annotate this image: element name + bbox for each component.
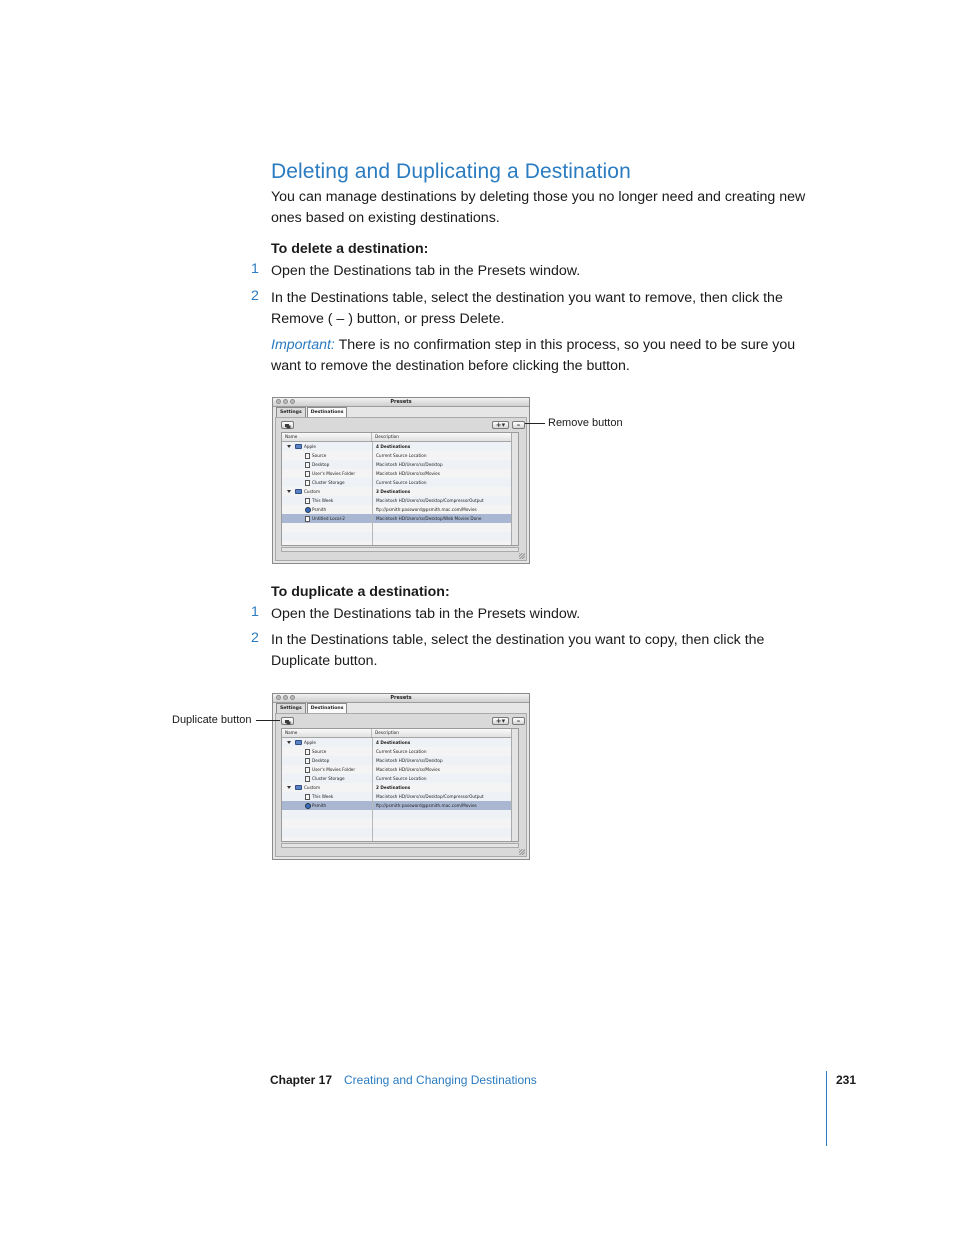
name-cell — [282, 774, 373, 783]
destination-description: Current Source Location — [376, 480, 427, 485]
disclosure-triangle-icon[interactable] — [287, 445, 291, 448]
vertical-scrollbar[interactable] — [511, 729, 518, 841]
window-titlebar — [273, 398, 529, 407]
disclosure-triangle-icon[interactable] — [287, 490, 291, 493]
description-cell — [373, 478, 518, 487]
document-icon — [305, 758, 310, 764]
destination-description: ftp://psmith:password@psmith.mac.com/Movies — [376, 507, 477, 512]
duplicate-button[interactable] — [281, 717, 294, 725]
name-cell — [282, 541, 373, 546]
delete-step-1-number: 1 — [251, 261, 259, 277]
duplicate-step-2-text: In the Destinations table, select the destination you want to copy, then click the Duplicate button. — [271, 632, 765, 669]
table-row[interactable] — [282, 774, 518, 783]
description-cell — [373, 487, 518, 496]
column-header-description[interactable]: Description — [375, 730, 399, 735]
resize-grip-icon[interactable] — [519, 553, 525, 559]
folder-icon — [295, 785, 302, 790]
destination-name: Cluster Storage — [312, 480, 345, 485]
destination-name: User's Movies Folder — [312, 767, 356, 772]
intro-paragraph: You can manage destinations by deleting those you no longer need and creating new ones based on existing destinations. — [271, 189, 806, 226]
destination-description: Macintosh HD/Users/ss/Desktop/CompressorOutput — [376, 498, 484, 503]
name-cell — [282, 828, 373, 837]
destination-description: Macintosh HD/Users/ss/Desktop/CompressorOutput — [376, 794, 484, 799]
empty-table-row — [282, 541, 518, 546]
description-cell — [373, 541, 518, 546]
window-title: Presets — [390, 695, 412, 701]
footer-divider — [826, 1071, 827, 1146]
name-cell — [282, 496, 373, 505]
destination-name: Custom — [304, 785, 321, 790]
add-button[interactable]: +▾ — [492, 717, 509, 725]
name-cell — [282, 442, 373, 451]
add-button[interactable]: +▾ — [492, 421, 509, 429]
duplicate-button[interactable] — [281, 421, 294, 429]
description-cell — [373, 837, 518, 842]
empty-table-row — [282, 532, 518, 541]
document-icon — [305, 794, 310, 800]
name-cell — [282, 487, 373, 496]
document-icon — [305, 516, 310, 522]
table-row[interactable] — [282, 747, 518, 756]
table-row[interactable] — [282, 469, 518, 478]
folder-icon — [295, 489, 302, 494]
duplicate-step-2-number: 2 — [251, 630, 259, 646]
destination-description: Macintosh HD/Users/ss/Desktop/Web Movies Done — [376, 516, 482, 521]
destination-description: 3 Destinations — [376, 489, 411, 494]
destination-description: Current Source Location — [376, 776, 427, 781]
name-cell — [282, 801, 373, 810]
description-cell — [373, 765, 518, 774]
tab-settings[interactable]: Settings — [276, 703, 306, 713]
destination-name: This Week — [312, 498, 334, 503]
destination-description: Macintosh HD/Users/ss/Movies — [376, 471, 440, 476]
destination-name: Psmith — [312, 507, 327, 512]
table-header — [282, 433, 518, 442]
description-cell — [373, 532, 518, 541]
description-cell — [373, 756, 518, 765]
destination-name: This Week — [312, 794, 334, 799]
name-cell — [282, 810, 373, 819]
resize-grip-icon[interactable] — [519, 849, 525, 855]
empty-table-row — [282, 828, 518, 837]
description-cell — [373, 783, 518, 792]
page-title: Deleting and Duplicating a Destination — [271, 160, 631, 183]
name-cell — [282, 451, 373, 460]
document-icon — [305, 749, 310, 755]
table-row[interactable] — [282, 496, 518, 505]
footer-chapter-title[interactable]: Creating and Changing Destinations — [344, 1073, 537, 1087]
name-cell — [282, 460, 373, 469]
destination-description: 2 Destinations — [376, 785, 411, 790]
disclosure-triangle-icon[interactable] — [287, 786, 291, 789]
destination-description: Current Source Location — [376, 453, 427, 458]
duplicate-step-1-number: 1 — [251, 604, 259, 620]
remove-button-callout: Remove button — [548, 417, 623, 429]
document-icon — [305, 767, 310, 773]
tab-settings[interactable]: Settings — [276, 407, 306, 417]
destination-description: 4 Destinations — [376, 740, 411, 745]
description-cell — [373, 469, 518, 478]
document-icon — [305, 498, 310, 504]
description-cell — [373, 460, 518, 469]
destination-name: User's Movies Folder — [312, 471, 356, 476]
column-header-name[interactable]: Name — [282, 729, 372, 737]
name-cell — [282, 532, 373, 541]
delete-step-2-text: In the Destinations table, select the destination you want to remove, then click the Remove ( – ) button, or press Delete. — [271, 290, 783, 327]
window-title: Presets — [390, 399, 412, 405]
destination-name: Psmith — [312, 803, 327, 808]
duplicate-heading: To duplicate a destination: — [271, 584, 450, 600]
duplicate-step-1-text: Open the Destinations tab in the Presets window. — [271, 606, 581, 622]
window-titlebar — [273, 694, 529, 703]
table-row[interactable] — [282, 765, 518, 774]
column-header-name[interactable]: Name — [282, 433, 372, 441]
table-row[interactable] — [282, 783, 518, 792]
empty-table-row — [282, 810, 518, 819]
table-header — [282, 729, 518, 738]
tab-destinations[interactable]: Destinations — [307, 703, 348, 713]
table-row[interactable] — [282, 801, 518, 810]
table-row[interactable] — [282, 460, 518, 469]
table-row[interactable] — [282, 738, 518, 747]
description-cell — [373, 523, 518, 532]
description-cell — [373, 442, 518, 451]
document-icon — [305, 453, 310, 459]
table-row[interactable] — [282, 442, 518, 451]
name-cell — [282, 505, 373, 514]
destination-name: Apple — [304, 444, 316, 449]
destinations-panel — [275, 417, 527, 561]
description-cell — [373, 738, 518, 747]
name-cell — [282, 514, 373, 523]
description-cell — [373, 819, 518, 828]
presets-window-remove — [272, 397, 530, 564]
destinations-table — [281, 728, 519, 842]
horizontal-scrollbar[interactable] — [281, 547, 519, 552]
table-row[interactable] — [282, 792, 518, 801]
globe-icon — [305, 803, 311, 809]
name-cell — [282, 837, 373, 842]
destination-name: Desktop — [312, 758, 330, 763]
description-cell — [373, 828, 518, 837]
description-cell — [373, 747, 518, 756]
footer-chapter: Chapter 17 — [270, 1073, 333, 1087]
name-cell — [282, 819, 373, 828]
tab-bar — [276, 407, 348, 417]
empty-table-row — [282, 837, 518, 842]
empty-table-row — [282, 819, 518, 828]
table-row[interactable] — [282, 514, 518, 523]
document-icon — [305, 776, 310, 782]
remove-callout-line — [525, 423, 545, 424]
destination-description: 4 Destinations — [376, 444, 411, 449]
name-cell — [282, 783, 373, 792]
delete-heading: To delete a destination: — [271, 241, 429, 257]
description-cell — [373, 451, 518, 460]
duplicate-callout-line — [256, 720, 280, 721]
destination-name: Source — [312, 749, 327, 754]
table-row[interactable] — [282, 487, 518, 496]
disclosure-triangle-icon[interactable] — [287, 741, 291, 744]
destination-name: Desktop — [312, 462, 330, 467]
description-cell — [373, 810, 518, 819]
description-cell — [373, 514, 518, 523]
presets-window-duplicate — [272, 693, 530, 860]
table-row[interactable] — [282, 478, 518, 487]
name-cell — [282, 738, 373, 747]
table-row[interactable] — [282, 451, 518, 460]
folder-icon — [295, 740, 302, 745]
important-label: Important: — [271, 337, 335, 353]
delete-step-2-number: 2 — [251, 288, 259, 304]
destination-name: Custom — [304, 489, 321, 494]
remove-button[interactable]: – — [512, 717, 525, 725]
name-cell — [282, 478, 373, 487]
globe-icon — [305, 507, 311, 513]
name-cell — [282, 523, 373, 532]
destination-name: Source — [312, 453, 327, 458]
destination-description: Macintosh HD/Users/ss/Desktop — [376, 462, 443, 467]
destination-description: Macintosh HD/Users/ss/Desktop — [376, 758, 443, 763]
folder-icon — [295, 444, 302, 449]
destination-description: ftp://psmith:password@psmith.mac.com/Movies — [376, 803, 477, 808]
duplicate-button-callout: Duplicate button — [172, 714, 252, 726]
document-icon — [305, 462, 310, 468]
description-cell — [373, 774, 518, 783]
important-note — [271, 335, 816, 376]
document-icon — [305, 480, 310, 486]
name-cell — [282, 792, 373, 801]
horizontal-scrollbar[interactable] — [281, 843, 519, 848]
name-cell — [282, 747, 373, 756]
description-cell — [373, 496, 518, 505]
destination-name: Untitled Local-2 — [312, 516, 345, 521]
tab-destinations[interactable]: Destinations — [307, 407, 348, 417]
name-cell — [282, 765, 373, 774]
destination-name: Cluster Storage — [312, 776, 345, 781]
page-number: 231 — [836, 1073, 857, 1087]
name-cell — [282, 756, 373, 765]
vertical-scrollbar[interactable] — [511, 433, 518, 545]
table-row[interactable] — [282, 505, 518, 514]
name-cell — [282, 469, 373, 478]
destination-name: Apple — [304, 740, 316, 745]
description-cell — [373, 801, 518, 810]
table-row[interactable] — [282, 756, 518, 765]
description-cell — [373, 505, 518, 514]
destinations-panel — [275, 713, 527, 857]
delete-step-1-text: Open the Destinations tab in the Presets window. — [271, 263, 581, 279]
tab-bar — [276, 703, 348, 713]
empty-table-row — [282, 523, 518, 532]
destinations-table — [281, 432, 519, 546]
important-text: There is no confirmation step in this process, so you need to be sure you want to remove the destination before clicking the button. — [271, 337, 796, 374]
destination-description: Current Source Location — [376, 749, 427, 754]
destination-description: Macintosh HD/Users/ss/Movies — [376, 767, 440, 772]
remove-button[interactable]: – — [512, 421, 525, 429]
document-icon — [305, 471, 310, 477]
column-header-description[interactable]: Description — [375, 434, 399, 439]
description-cell — [373, 792, 518, 801]
